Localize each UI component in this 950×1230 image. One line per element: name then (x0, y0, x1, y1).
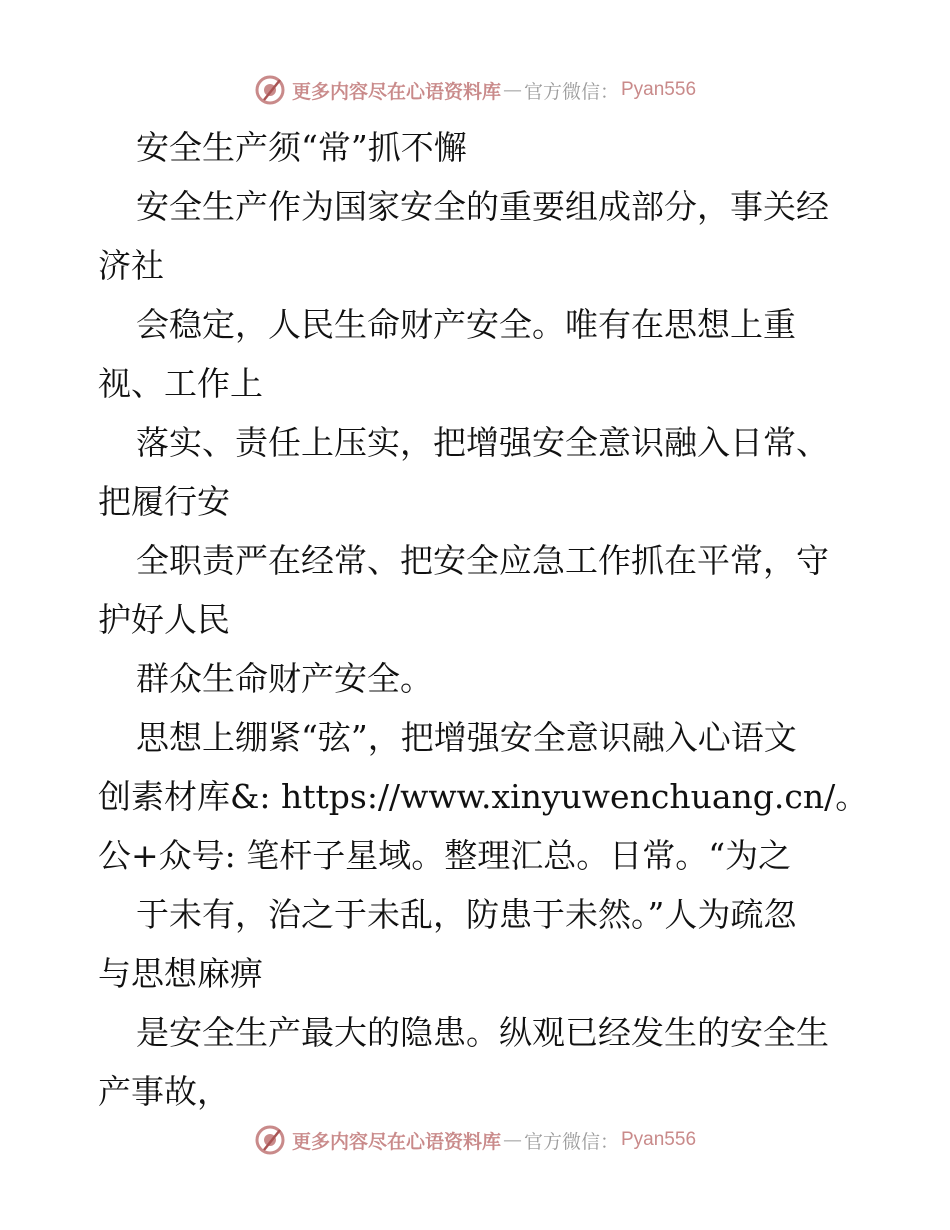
body-line: 全职责严在经常、把安全应急工作抓在平常，守 (136, 541, 829, 580)
header-watermark-tail: 官方微信： (523, 80, 619, 103)
footer-watermark (0, 1120, 950, 1160)
footer-watermark-handle: Pyan556 (621, 1129, 697, 1150)
quill-logo-icon (254, 1124, 286, 1156)
quill-logo-icon (254, 74, 286, 106)
footer-watermark-tail: 官方微信： (523, 1130, 619, 1153)
body-line: 落实、责任上压实，把增强安全意识融入日常、 (136, 423, 829, 462)
body-line: 思想上绷紧“弦”，把增强安全意识融入心语文 (136, 718, 797, 757)
header-watermark-text: 更多内容尽在心语资料库 (291, 80, 501, 103)
body-line: 安全生产作为国家安全的重要组成部分，事关经 (136, 187, 829, 226)
body-line: 把履行安 (98, 482, 230, 521)
header-watermark-separator: — (502, 79, 522, 101)
body-line: 视、工作上 (98, 364, 263, 403)
body-line: 产事故， (98, 1072, 230, 1111)
body-line: 与思想麻痹 (98, 954, 263, 993)
body-line: 创素材库&: https://www.xinyuwenchuang.cn/。 (98, 777, 869, 816)
body-line: 于未有，治之于未乱，防患于未然。”人为疏忽 (136, 895, 797, 934)
footer-watermark-separator: — (502, 1129, 522, 1151)
body-line: 济社 (98, 246, 164, 285)
body-line: 公+众号: 笔杆子星域。整理汇总。日常。“为之 (98, 836, 792, 875)
document-title: 安全生产须“常”抓不懈 (136, 128, 467, 167)
body-line: 是安全生产最大的隐患。纵观已经发生的安全生 (136, 1013, 829, 1052)
body-line: 群众生命财产安全。 (136, 659, 433, 698)
document-body (98, 118, 869, 1121)
body-line: 会稳定，人民生命财产安全。唯有在思想上重 (136, 305, 796, 344)
header-watermark (0, 70, 950, 110)
body-line: 护好人民 (98, 600, 230, 639)
header-watermark-handle: Pyan556 (621, 79, 697, 100)
footer-watermark-text: 更多内容尽在心语资料库 (291, 1130, 501, 1153)
